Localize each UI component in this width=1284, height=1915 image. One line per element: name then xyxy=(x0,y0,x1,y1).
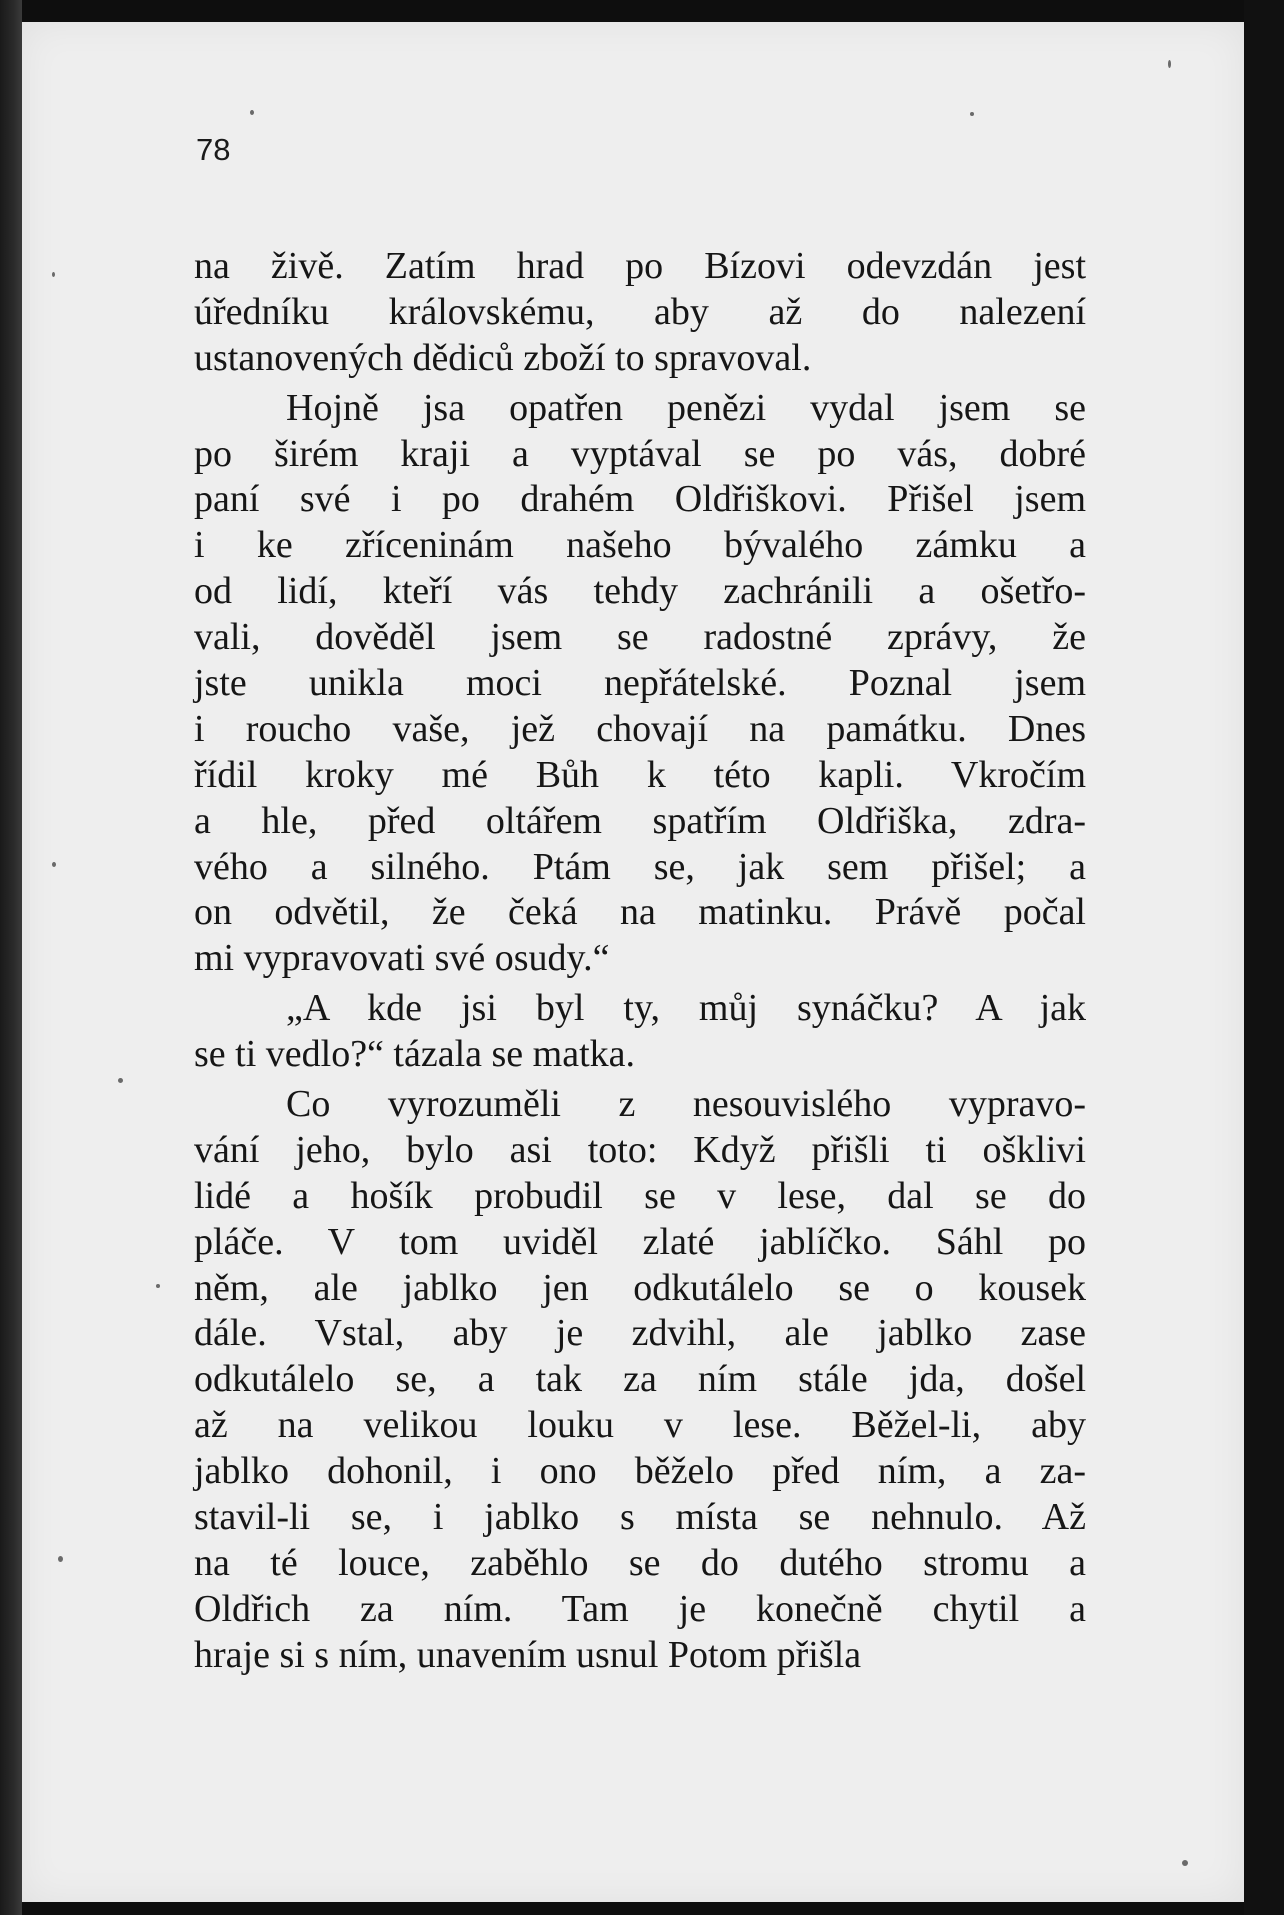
paragraph xyxy=(194,986,1086,1078)
dust-speck xyxy=(250,110,254,115)
dust-speck xyxy=(1168,60,1171,68)
text-line: Oldřich za ním. Tam je konečně chytil a xyxy=(194,1587,1086,1630)
paragraph xyxy=(194,244,1086,382)
text-line: po širém kraji a vyptával se po vás, dobré xyxy=(194,432,1086,475)
text-line: až na velikou louku v lese. Běžel-li, aby xyxy=(194,1404,1086,1447)
dust-speck xyxy=(1182,1860,1188,1866)
body-text xyxy=(194,244,1086,1679)
text-line: paní své i po drahém Oldřiškovi. Přišel jsem xyxy=(194,478,1086,521)
dust-speck xyxy=(52,272,55,277)
text-line: jste unikla moci nepřátelské. Poznal jsem xyxy=(194,662,1086,705)
text-line: Co vyrozuměli z nesouvislého vypravo- xyxy=(286,1083,1086,1126)
text-line: na živě. Zatím hrad po Bízovi odevzdán jest xyxy=(194,245,1086,287)
text-line: vání jeho, bylo asi toto: Když přišli ti ošklivi xyxy=(194,1128,1086,1171)
text-line: odkutálelo se, a tak za ním stále jda, došel xyxy=(194,1358,1086,1401)
text-line: se ti vedlo?“ tázala se matka. xyxy=(194,1033,636,1076)
text-line: mi vypravovati své osudy.“ xyxy=(194,937,610,980)
text-line: od lidí, kteří vás tehdy zachránili a ošetřo- xyxy=(194,570,1086,613)
text-line: úředníku královskému, aby až do nalezení xyxy=(194,290,1086,333)
dust-speck xyxy=(118,1078,123,1083)
text-line: vého a silného. Ptám se, jak sem přišel; a xyxy=(194,845,1086,888)
text-line: lidé a hošík probudil se v lese, dal se do xyxy=(194,1174,1086,1217)
text-line: řídil kroky mé Bůh k této kapli. Vkročím xyxy=(194,753,1086,796)
text-line: stavil-li se, i jablko s místa se nehnulo. Až xyxy=(194,1496,1086,1539)
text-line: Hojně jsa opatřen penězi vydal jsem se xyxy=(286,386,1086,429)
paragraph xyxy=(194,386,1086,983)
text-line: „A kde jsi byl ty, můj synáčku? A jak xyxy=(286,987,1086,1030)
dust-speck xyxy=(52,862,56,867)
text-line: pláče. V tom uviděl zlaté jablíčko. Sáhl po xyxy=(194,1220,1086,1263)
text-line: vali, dověděl jsem se radostné zprávy, že xyxy=(194,616,1086,659)
scan-right-border xyxy=(1244,0,1284,1915)
paragraph xyxy=(194,1082,1086,1679)
text-line: ustanovených dědiců zboží to spravoval. xyxy=(194,336,812,379)
text-line: on odvětil, že čeká na matinku. Právě počal xyxy=(194,891,1086,934)
dust-speck xyxy=(970,112,974,116)
page-number: 78 xyxy=(196,132,231,167)
text-line: něm, ale jablko jen odkutálelo se o kousek xyxy=(194,1266,1086,1309)
text-line: dále. Vstal, aby je zdvihl, ale jablko zase xyxy=(194,1312,1086,1355)
text-line: na té louce, zaběhlo se do dutého stromu a xyxy=(194,1541,1086,1584)
text-line: hraje si s ním, unavením usnul Potom přišla xyxy=(194,1633,862,1676)
text-line: i ke zříceninám našeho bývalého zámku a xyxy=(194,524,1086,567)
text-line: jablko dohonil, i ono běželo před ním, a za- xyxy=(194,1450,1086,1493)
text-line: a hle, před oltářem spatřím Oldřiška, zdra- xyxy=(194,799,1086,842)
dust-speck xyxy=(58,1556,63,1562)
scan-left-border xyxy=(0,0,22,1915)
text-line: i roucho vaše, jež chovají na památku. Dnes xyxy=(194,707,1086,750)
dust-speck xyxy=(156,1284,160,1288)
